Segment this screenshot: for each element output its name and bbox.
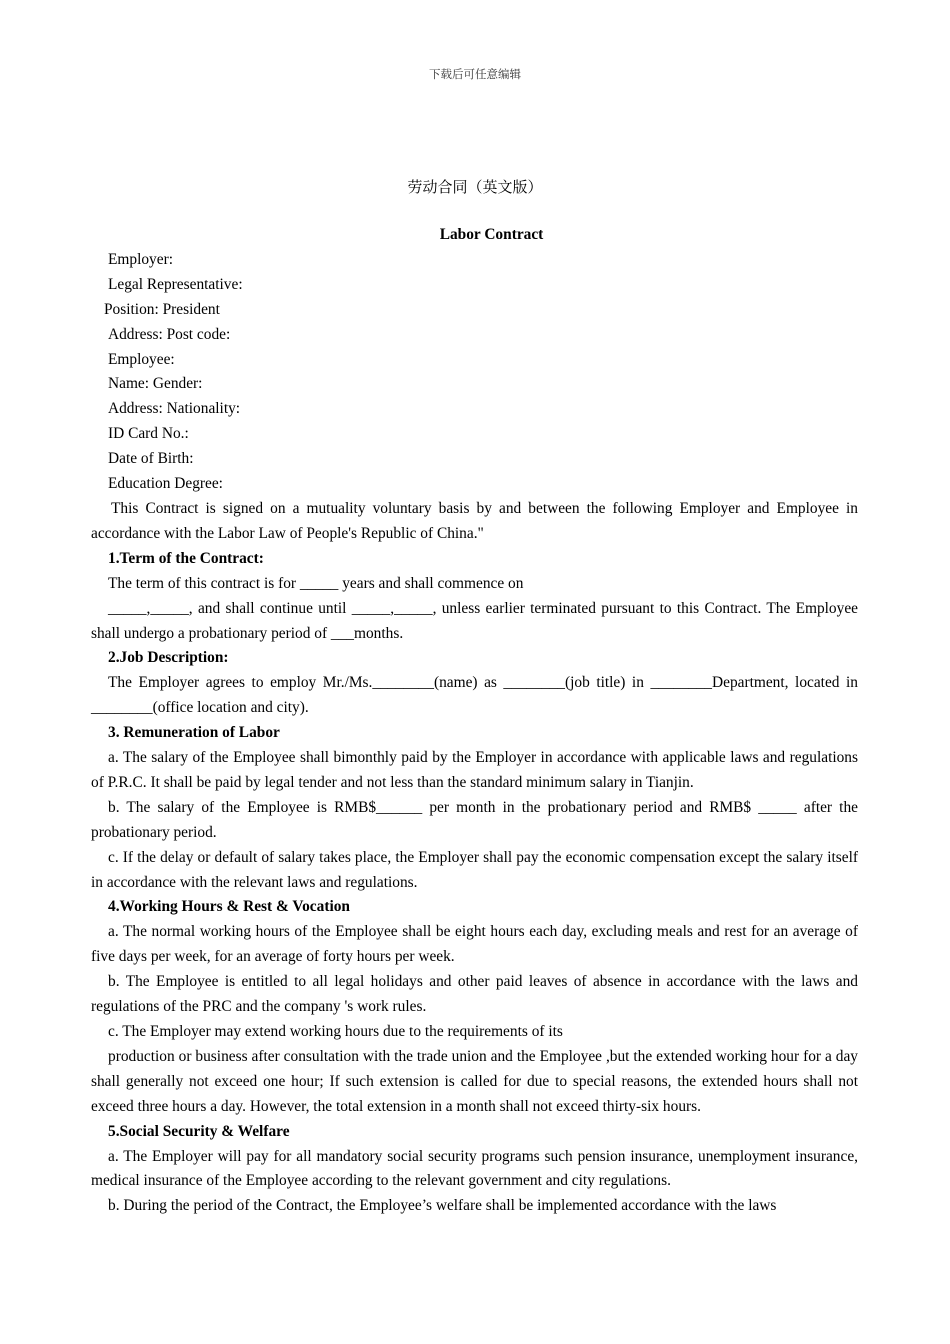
section-2-paragraph-1: The Employer agrees to employ Mr./Ms.________(name) as ________(job title) in ________Department, located in ________(office location and city). — [91, 674, 858, 717]
section-3-item-c: c. If the delay or default of salary takes place, the Employer shall pay the economic compensation except the salary itself in accordance with the relevant laws and regulations. — [91, 848, 858, 891]
section-1-paragraph-2: _____,_____, and shall continue until _____,_____, unless earlier terminated pursuant to this Contract. The Employee shall undergo a probationary period of ___months. — [91, 599, 858, 642]
field-date-of-birth: Date of Birth: — [108, 450, 194, 468]
section-5-heading: 5.Social Security & Welfare — [108, 1122, 290, 1140]
field-position: Position: President — [104, 300, 220, 318]
section-1-paragraph-1: The term of this contract is for _____ years and shall commence on — [108, 574, 524, 592]
field-name-gender: Name: Gender: — [108, 375, 203, 393]
field-education-degree: Education Degree: — [108, 475, 223, 493]
section-3-heading: 3. Remuneration of Labor — [108, 724, 280, 742]
contract-body — [91, 223, 858, 1219]
field-employer: Employer: — [108, 250, 173, 268]
section-5-item-b: b. During the period of the Contract, the Employee’s welfare shall be implemented accordance with the laws — [108, 1197, 777, 1215]
section-3-item-b: b. The salary of the Employee is RMB$______ per month in the probationary period and RMB$ _____ after the probationary period. — [91, 798, 858, 841]
section-4-item-c-line-1: c. The Employer may extend working hours due to the requirements of its — [108, 1023, 563, 1040]
field-address-nationality: Address: Nationality: — [108, 400, 241, 418]
field-legal-representative: Legal Representative: — [108, 275, 243, 293]
field-employee: Employee: — [108, 350, 175, 368]
section-5-item-a: a. The Employer will pay for all mandatory social security programs such pension insurance, unemployment insurance, medical insurance of the Employee according to the relevant government and city regulations. — [91, 1147, 858, 1190]
document-title-chinese: 劳动合同（英文版） — [407, 178, 543, 196]
section-4-item-b: b. The Employee is entitled to all legal holidays and other paid leaves of absence in accordance with the laws and regulations of the PRC and the company 's work rules. — [91, 973, 858, 1016]
field-id-card: ID Card No.: — [108, 425, 189, 443]
section-3-item-a: a. The salary of the Employee shall bimonthly paid by the Employer in accordance with applicable laws and regulations of P.R.C. It shall be paid by legal tender and not less than the standard minimum salary in Tianjin. — [91, 749, 858, 791]
header-note: 下载后可任意编辑 — [429, 67, 521, 81]
field-address-post-code: Address: Post code: — [108, 325, 231, 343]
document-title-english: Labor Contract — [439, 226, 544, 243]
section-4-item-c-continued: production or business after consultation with the trade union and the Employee ,but the extended working hour for a day shall generally not exceed one hour; If such extension is called for due to special reasons, the extended hours shall not exceed three hours a day. However, the total extension in a month shall not exceed thirty-six hours. — [91, 1047, 858, 1115]
intro-paragraph: This Contract is signed on a mutuality voluntary basis by and between the following Employer and Employee in accordance with the Labor Law of People's Republic of China." — [91, 499, 858, 542]
section-4-heading: 4.Working Hours & Rest & Vocation — [108, 898, 350, 916]
section-2-heading: 2.Job Description: — [108, 649, 229, 667]
section-4-item-a: a. The normal working hours of the Employee shall be eight hours each day, excluding meals and rest for an average of five days per week, for an average of forty hours per week. — [91, 923, 858, 966]
section-1-heading: 1.Term of the Contract: — [108, 549, 264, 567]
